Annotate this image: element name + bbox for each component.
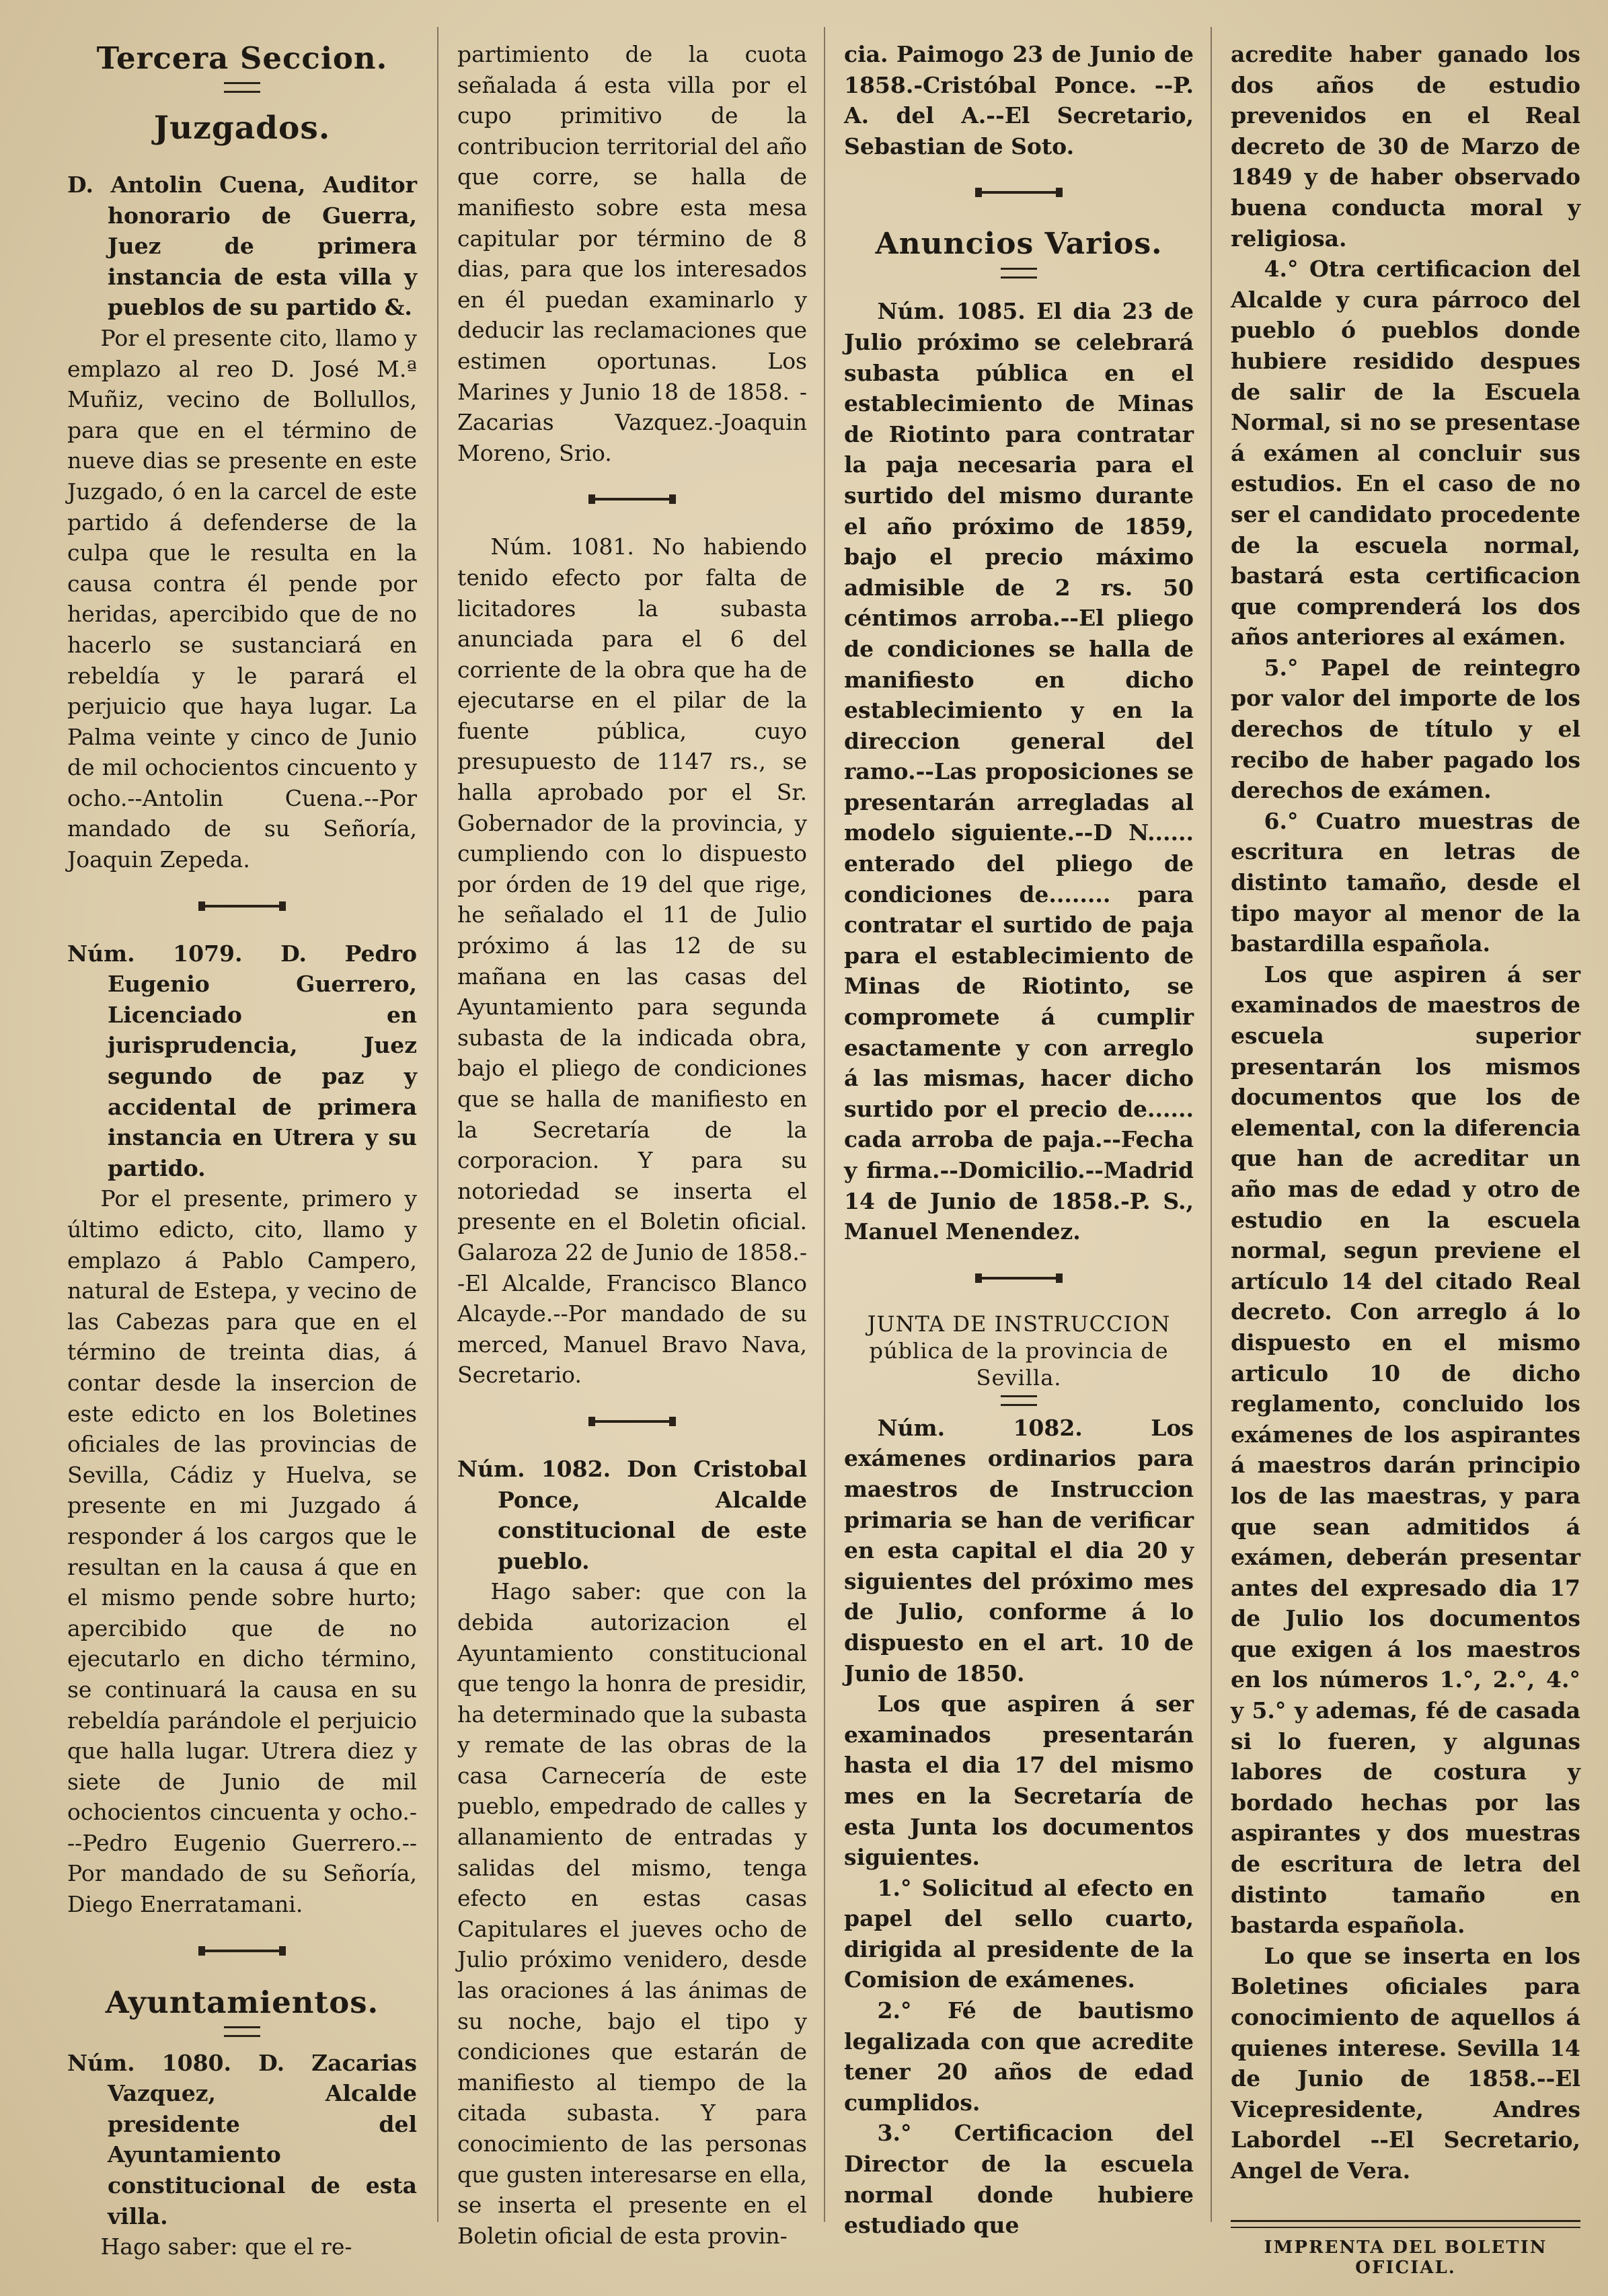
column-rule <box>437 27 438 2222</box>
imprint-label: IMPRENTA DEL BOLETIN OFICIAL. <box>1264 2237 1547 2278</box>
edict-body: Por el presente cito, llamo y emplazo al reo D. José M.ª Muñiz, vecino de Bollullos, para que en el término de nueve dias se presente en este Juzgado, ó en la carcel de este partido á defenderse de la culpa que le resulta en la causa contra él pende por heridas, apercibido que de no hacerlo se sustanciará en rebeldía y le parará el perjuicio que haya lugar. La Palma veinte y cinco de Junio de mil ochocientos cincuento y ocho.--Antolin Cuena.--Por mandado de su Señoría, Joaquin Zepeda. <box>67 324 417 873</box>
separator-ornament <box>975 191 1063 194</box>
edict-item: 2.° Fé de bautismo legalizada con que acredite tener 20 años de edad cumplidos. <box>844 1997 1194 2116</box>
edict-body: acredite haber ganado los dos años de estudio prevenidos en el Real decreto de 30 de Marzo de 1849 y de haber observado buena conducta moral y religiosa. <box>1231 41 1580 252</box>
column-4 <box>1231 39 1580 2186</box>
edict-body: Los que aspiren á ser examinados de maestros de escuela superior presentarán los mismos documentos que los de elemental, con la diferencia que han de acreditar un año mas de edad y otro de estudio en la escuela normal, segun previene el artículo 14 del citado Real decreto. Con arreglo á lo dispuesto en el mismo articulo 10 de dicho reglamento, concluido los exámenes de los aspirantes á maestros darán principio los de las maestras, y para que sean admitidos á exámen, deberán presentar antes del expresado dia 17 de Julio los documentos que exigen á los maestros en los números 1.°, 2.°, 4.° y 5.° y ademas, fé de casada si lo fueren, y algunas labores de costura y bordado hechas por las aspirantes y dos muestras de escritura de letra del distinto tamaño en bastarda española. <box>1231 961 1580 1939</box>
separator-ornament <box>588 498 676 501</box>
separator-ornament <box>198 905 286 908</box>
edict-body: Por el presente, primero y último edicto, cito, llamo y emplazo á Pablo Campero, natural de Estepa, y vecino de las Cabezas para que en el término de treinta dias, á contar desde la insercion de este edicto en los Boletines oficiales de las provincias de Sevilla, Cádiz y Huelva, se presente en mi Juzgado á responder á los cargos que le resultan en la causa á que en el mismo pende sobre hurto; apercibido que de no ejecutarlo en dicho término, se continuará la causa en su rebeldía parándole el perjuicio que halla lugar. Utrera diez y siete de Junio de mil ochocientos cincuenta y ocho.---Pedro Eugenio Guerrero.--Por mandado de su Señoría, Diego Enerratamani. <box>67 1185 417 1918</box>
subsection-title: Juzgados. <box>153 110 331 147</box>
edict-item: 5.° Papel de reintegro por valor del importe de los derechos de título y el recibo de haber pagado los derechos de exámen. <box>1231 654 1580 804</box>
double-rule <box>1001 1395 1037 1406</box>
edict-body: Hago saber: que con la debida autorizacion el Ayuntamiento constitucional que tengo la honra de presidir, ha determinado que la subasta y remate de las obras de la casa Carnecería de este pueblo, empedrado de calles y allanamiento de entradas y salidas del mismo, tenga efecto en estas casas Capitulares el jueves ocho de Julio próximo venidero, desde las oraciones á las ánimas de su noche, bajo el tipo y condiciones que estarán de manifiesto al tiempo de la citada subasta. Y para conocimiento de las personas que gusten interesarse en ella, se inserta el presente en el Boletin oficial de esta provin- <box>457 1578 807 2249</box>
edict-heading: Núm. 1082. Don Cristobal Ponce, Alcalde constitucional de este pueblo. <box>457 1455 807 1574</box>
column-1 <box>67 39 417 2262</box>
section-title: Ayuntamientos. <box>105 1984 379 2020</box>
edict-heading: D. Antolin Cuena, Auditor honorario de Guerra, Juez de primera instancia de esta villa y pueblos de su partido &. <box>67 172 417 321</box>
edict-heading: Núm. 1079. D. Pedro Eugenio Guerrero, Licenciado en jurisprudencia, Juez segundo de paz y accidental de primera instancia en Utrera y su partido. <box>67 940 417 1181</box>
edict-body: Los que aspiren á ser examinados presentarán hasta el dia 17 del mismo mes en la Secretaría de esta Junta los documentos siguientes. <box>844 1691 1194 1871</box>
edict-heading: Núm. 1080. D. Zacarias Vazquez, Alcalde presidente del Ayuntamiento constitucional de esta villa. <box>67 2049 417 2229</box>
edict-item: 4.° Otra certificacion del Alcalde y cura párroco del pueblo ó pueblos donde hubiere residido despues de salir de la Escuela Normal, si no se presentase á exámen al concluir sus estudios. En el caso de no ser el candidato procedente de la escuela normal, bastará esta certificacion que comprenderá los dos años anteriores al exámen. <box>1231 256 1580 651</box>
edict-body: Núm. 1081. No habiendo tenido efecto por falta de licitadores la subasta anunciada para el 6 del corriente de la obra que ha de ejecutarse en el pilar de la fuente pública, cuyo presupuesto de 1147 rs., se halla aprobado por el Sr. Gobernador de la provincia, y cumpliendo con lo dispuesto por órden de 19 del que rige, he señalado el 11 de Julio próximo á las 12 de su mañana en las casas del Ayuntamiento para segunda subasta de la indicada obra, bajo el pliego de condiciones que se halla de manifiesto en la Secretaría de la corporacion. Y para su notoriedad se inserta el presente en el Boletin oficial. Galaroza 22 de Junio de 1858.--El Alcalde, Francisco Blanco Alcayde.--Por mandado de su merced, Manuel Bravo Nava, Secretario. <box>457 533 807 1388</box>
edict-body: Núm. 1085. El dia 23 de Julio próximo se celebrará subasta pública en el establecimiento de Minas de Riotinto para contratar la paja necesaria para el surtido del mismo durante el año próximo de 1859, bajo el precio máximo admisible de 2 rs. 50 céntimos arroba.--El pliego de condiciones se halla de manifiesto en dicho establecimiento y en la direccion general del ramo.--Las proposiciones se presentarán arregladas al modelo siguiente.--D N...... enterado del pliego de condiciones de........ para contratar el surtido de paja para el establecimiento de Minas de Riotinto, se compromete á cumplir esactamente y con arreglo á las mismas, hacer dicho surtido por el precio de...... cada arroba de paja.--Fecha y firma.--Domicilio.--Madrid 14 de Junio de 1858.-P. S., Manuel Menendez. <box>844 298 1194 1245</box>
separator-ornament <box>588 1420 676 1423</box>
imprint-footer <box>1231 2220 1580 2278</box>
separator-ornament <box>975 1277 1063 1280</box>
edict-body: Hago saber: que el re- <box>100 2233 352 2260</box>
edict-item: 1.° Solicitud al efecto en papel del sello cuarto, dirigida al presidente de la Comision de exámenes. <box>844 1874 1194 1993</box>
edict-body: partimiento de la cuota señalada á esta villa por el cupo primitivo de la contribucion territorial del año que corre, se halla de manifiesto sobre esta mesa capitular por término de 8 dias, para que los interesados en él puedan examinarlo y deducir las reclamaciones que estimen oportunas. Los Marines y Junio 18 de 1858. -Zacarias Vazquez.-Joaquin Moreno, Srio. <box>457 41 807 466</box>
section-title: Anuncios Varios. <box>875 227 1163 262</box>
edict-body: Lo que se inserta en los Boletines oficiales para conocimiento de aquellos á quienes interese. Sevilla 14 de Junio de 1858.--El Vicepresidente, Andres Labordel --El Secretario, Angel de Vera. <box>1231 1942 1580 2184</box>
column-2 <box>457 39 807 2251</box>
edict-item: 6.° Cuatro muestras de escritura en letras de distinto tamaño, desde el tipo mayor al menor de la bastardilla española. <box>1231 807 1580 957</box>
double-rule <box>224 2026 260 2037</box>
edict-item: 3.° Certificacion del Director de la escuela normal donde hubiere estudiado que <box>844 2120 1194 2239</box>
column-rule <box>1211 27 1212 2222</box>
edict-body: Núm. 1082. Los exámenes ordinarios para maestros de Instruccion primaria se han de verificar en esta capital el dia 20 y siguientes del próximo mes de Julio, conforme á lo dispuesto en el art. 10 de Junio de 1850. <box>844 1414 1194 1687</box>
footer-rule <box>1231 2220 1580 2228</box>
junta-subtitle: pública de la provincia de Sevilla. <box>869 1337 1169 1391</box>
section-title: Tercera Seccion. <box>96 40 388 76</box>
column-3 <box>844 39 1194 2241</box>
junta-title: JUNTA DE INSTRUCCION <box>867 1310 1171 1337</box>
double-rule <box>224 82 260 93</box>
double-rule <box>1001 268 1037 279</box>
separator-ornament <box>198 1950 286 1952</box>
edict-body: cia. Paimogo 23 de Junio de 1858.-Cristóbal Ponce. --P. A. del A.--El Secretario, Sebastian de Soto. <box>844 41 1194 159</box>
column-rule <box>824 27 825 2222</box>
